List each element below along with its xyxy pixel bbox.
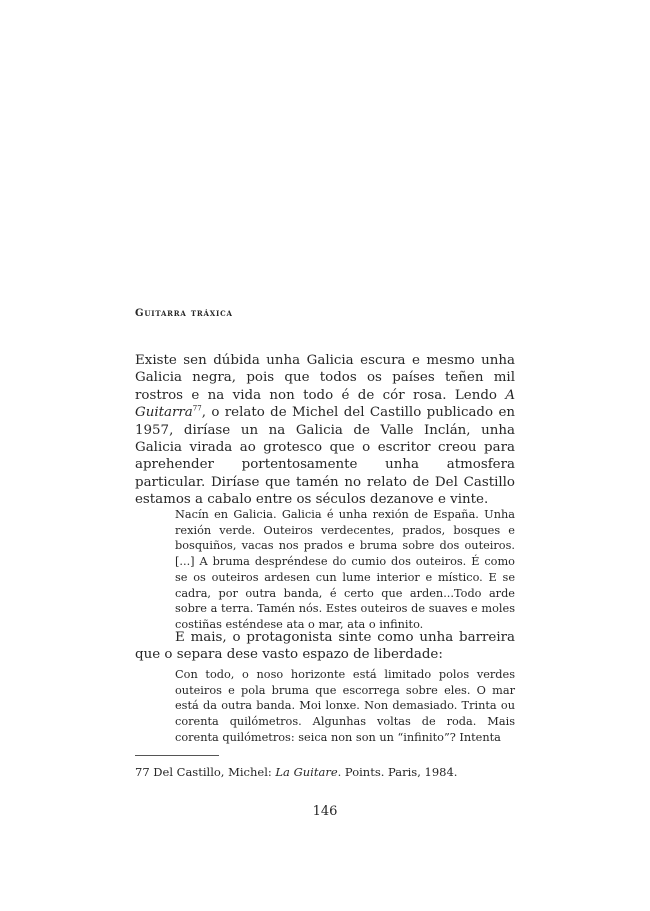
section-heading: Guitarra tráxica xyxy=(135,308,233,319)
footnote-reference: 77 xyxy=(192,404,202,413)
body-paragraph xyxy=(135,352,515,509)
footnote-author: Del Castillo, Michel: xyxy=(149,765,276,779)
block-quote: Nacín en Galicia. Galicia é unha rexión de España. Unha rexión verde. Outeiros verdecentes, prados, bosques e bosquiños, vacas nos prados e bruma sobre dos outeiros. [...] A bruma despréndese do cumio dos outeiros. É como se os outeiros ardesen cun lume interior e místico. E se cadra, por outra banda, é certo que arden...Todo arde sobre a terra. Tamén nós. Estes outeiros de suaves e moles costiñas esténdese ata o mar, ata o infinito. xyxy=(175,508,515,631)
footnote-divider xyxy=(135,755,219,756)
block-quote: Con todo, o noso horizonte está limitado polos verdes outeiros e pola bruma que escorrega sobre eles. O mar está da outra banda. Moi lonxe. Non demasiado. Trinta ou corenta quilómetros. Algunhas voltas de roda. Mais corenta quilómetros: seica non son un “infinito”? Intenta xyxy=(175,668,515,744)
paragraph-text-end: , o relato de Michel del Castillo publicado en 1957, diríase un na Galicia de Valle Inclán, unha Galicia virada ao grotesco que o escritor creou para aprehender portentosamente unha atmosfera particular. Diríase que tamén no relato de Del Castillo estamos a cabalo entre os séculos dezanove e vinte. xyxy=(135,405,515,508)
book-title: A Guitarra xyxy=(135,387,515,421)
footnote xyxy=(135,765,515,780)
footnote-publication: . Points. Paris, 1984. xyxy=(337,765,458,779)
paragraph-text-start: Existe sen dúbida unha Galicia escura e mesmo unha Galicia negra, pois que todos os países teñen mil rostros e na vida non todo é de cór rosa. Lendo xyxy=(135,353,515,403)
page-number: 146 xyxy=(312,804,338,819)
footnote-work-title: La Guitare xyxy=(275,765,338,779)
body-paragraph: E mais, o protagonista sinte como unha barreira que o separa dese vasto espazo de liberdade: xyxy=(135,630,515,663)
footnote-number: 77 xyxy=(135,765,150,779)
